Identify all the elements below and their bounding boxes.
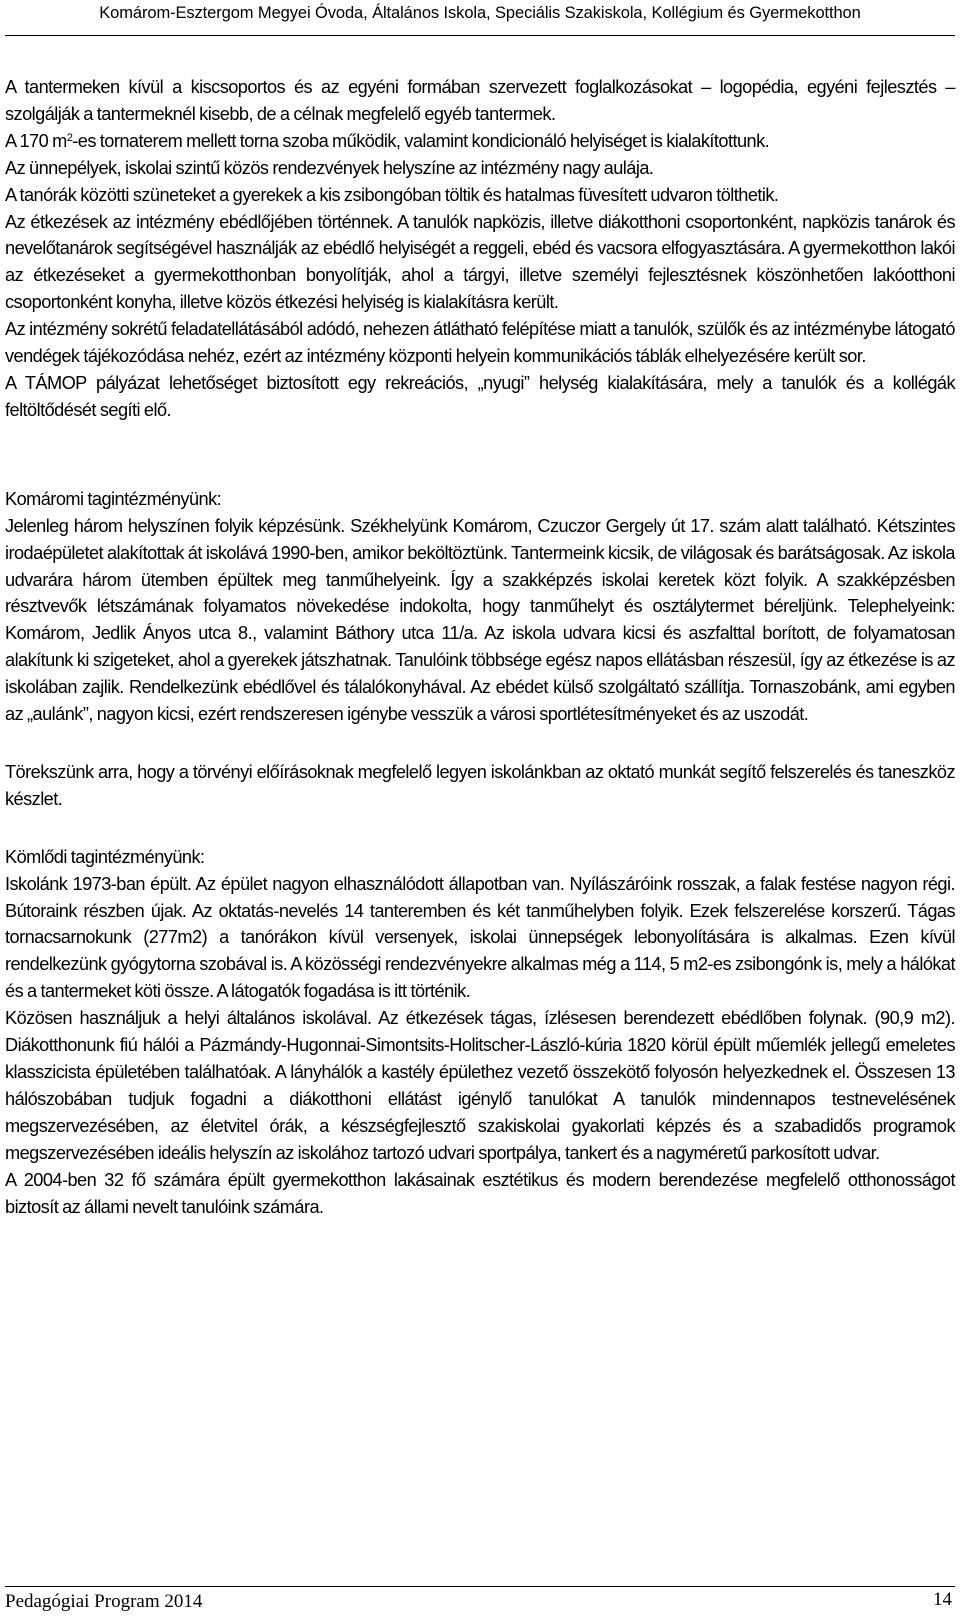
paragraph-komlod: Iskolánk 1973-ban épült. Az épület nagyon elhasználódott állapotban van. Nyílászáróink rosszak, a falak festése nagyon régi. Bútoraink részben újak. Az oktatás-nevelés 14 tanteremben és két tanműhelyben folyik. Ezek felszerelése korszerű. Tágas tornacsarnokunk (277m2) a tanórákon kívül versenyek, iskolai ünnepségek lebonyolítására is alkalmas. Ezen kívül rendelkezünk gyógytorna szobával is. A közösségi rendezvényekre alkalmas még a 114, 5 m2-es zsibongónk is, mely a hálókat és a tantermeket köti össze. A látogatók fogadása is itt történik. — [5, 873, 955, 1002]
paragraph-small-rooms: A tantermeken kívül a kiscsoportos és az egyéni formában szervezett foglalkozásokat – logopédia, egyéni fejlesztés – szolgálják a tantermeknél kisebb, de a célnak megfelelő egyéb tantermek. — [5, 77, 955, 124]
spacer — [5, 424, 955, 486]
spacer — [5, 728, 955, 759]
gym-text-end: -es tornaterem mellett torna szoba működik, valamint kondicionáló helyiséget is kialakítottunk. — [72, 130, 770, 151]
footer-program-title: Pedagógiai Program 2014 — [5, 1591, 203, 1612]
spacer — [5, 813, 955, 844]
paragraph-equipment: Törekszünk arra, hogy a törvényi előírásoknak megfelelő legyen iskolánkban az oktató munkát segítő felszerelés és taneszköz készlet. — [5, 761, 955, 809]
section-heading-komlod: Kömlődi tagintézményünk: — [5, 846, 205, 867]
paragraph-tamop: A TÁMOP pályázat lehetőséget biztosított egy rekreációs, „nyugi” helység kialakítására, mely a tanulók és a kollégák feltöltődését segíti elő. — [5, 372, 955, 420]
paragraph-meals: Az étkezések az intézmény ebédlőjében történnek. A tanulók napközis, illetve diákotthoni csoportonként, napközis tanárok és nevelőtanárok segítségével használják az ebédlő helyiségét a reggeli, ebéd és vacsora elfogyasztására. A gyermekotthon lakói az étkezéseket a gyermekotthonban bonyolítják, ahol a tárgyi, illetve személyi fejlesztésnek köszönhetően lakóotthoni csoportonként konyha, illetve közös étkezési helyiség is kialakításra került. — [5, 211, 955, 313]
gym-text-start: A 170 m — [5, 130, 67, 151]
paragraph-signage: Az intézmény sokrétű feladatellátásából adódó, nehezen átlátható felépítése miatt a tanulók, szülők és az intézménybe látogató vendégek tájékozódása nehéz, ezért az intézmény központi helyein kommunikációs táblák elhelyezésére került sor. — [5, 319, 955, 367]
page-header: Komárom-Esztergom Megyei Óvoda, Általános Iskola, Speciális Szakiskola, Kollégium és Gyermekotthon — [99, 4, 861, 22]
header-divider — [5, 35, 955, 36]
paragraph-gym — [5, 128, 955, 155]
paragraph-breaks: A tanórák közötti szüneteket a gyerekek a kis zsibongóban töltik és hatalmas füvesített udvaron tölthetik. — [5, 184, 779, 205]
document-body — [5, 74, 955, 1220]
section-heading-komarom: Komáromi tagintézményünk: — [5, 488, 222, 509]
paragraph-komarom: Jelenleg három helyszínen folyik képzésünk. Székhelyünk Komárom, Czuczor Gergely út 17. szám alatt található. Kétszintes irodaépületet alakítottak át iskolává 1990-ben, amikor beköltöztünk. Tantermeink kicsik, de világosak és barátságosak. Az iskola udvarára három ütemben épültek meg tanműhelyeink. Így a szakképzés iskolai keretek közt folyik. A szakképzésben résztvevők létszámának folyamatos növekedése indokolta, hogy tanműhelyt és osztálytermet béreljünk. Telephelyeink: Komárom, Jedlik Ányos utca 8., valamint Báthory utca 11/a. Az iskola udvara kicsi és aszfalttal borított, de folyamatosan alakítunk ki szigeteket, ahol a gyerekek játszhatnak. Tanulóink többsége egész napos ellátásban részesül, így az étkezése is az iskolában zajlik. Rendelkezünk ebédlővel és tálalókonyhával. Az ebédet külső szolgáltató szállítja. Tornaszobánk, ami egyben az „aulánk”, nagyon kicsi, ezért rendszeresen igénybe vesszük a városi sportlétesítményeket és az uszodát. — [5, 515, 955, 725]
page-number: 14 — [933, 1589, 952, 1610]
gym-superscript: 2 — [66, 131, 73, 144]
paragraph-aula: Az ünnepélyek, iskolai szintű közös rendezvények helyszíne az intézmény nagy aulája. — [5, 157, 654, 178]
footer-divider — [5, 1586, 955, 1587]
paragraph-childrens-home: A 2004-ben 32 fő számára épült gyermekotthon lakásainak esztétikus és modern berendezése megfelelő otthonosságot biztosít az állami nevelt tanulóink számára. — [5, 1169, 955, 1217]
paragraph-shared: Közösen használjuk a helyi általános iskolával. Az étkezések tágas, ízlésesen berendezett ebédlőben folynak. (90,9 m2). Diákotthonunk fiú hálói a Pázmándy-Hugonnai-Simontsits-Holitscher-László-kúria 1820 körül épült műemlék jellegű emeletes klasszicista épületében találhatóak. A lányhálók a kastély épülethez vezető összekötő folyosón helyezkednek el. Összesen 13 hálószobában tudjuk fogadni a diákotthoni ellátást igénylő tanulókat A tanulók mindennapos testnevelésének megszervezésében, az életvitel órák, a készségfejlesztő szakiskolai gyakorlati képzés és a szabadidős programok megszervezésében ideális helyszín az iskolához tartozó udvari sportpálya, tankert és a nagyméretű parkosított udvar. — [5, 1008, 955, 1163]
